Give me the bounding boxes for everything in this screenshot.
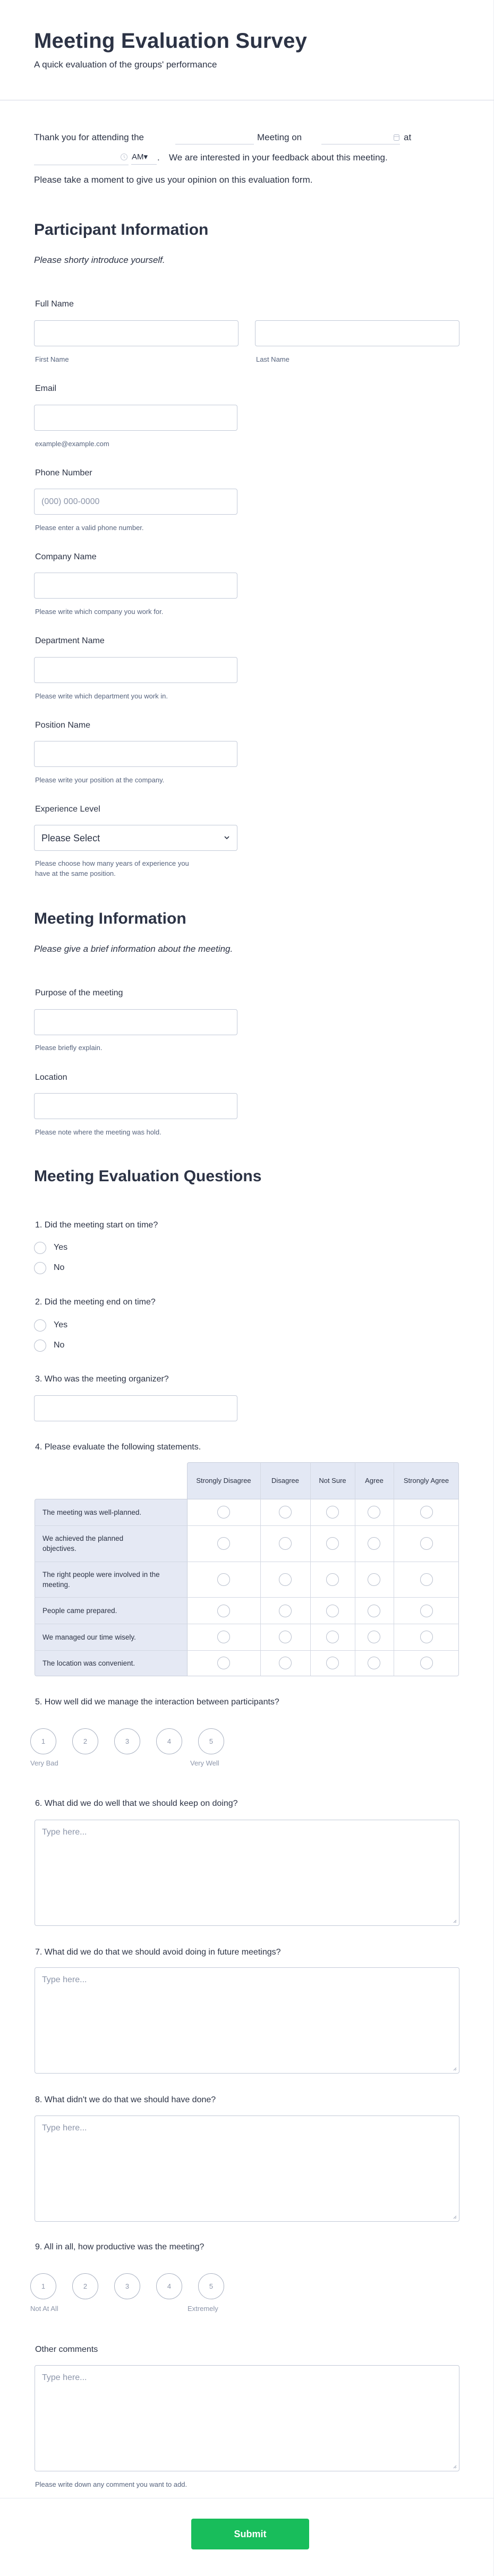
matrix-radio[interactable] <box>326 1537 339 1550</box>
department-helper: Please write which department you work in. <box>35 692 168 700</box>
matrix-radio[interactable] <box>217 1631 230 1643</box>
caret-down-icon: ▾ <box>143 152 148 161</box>
matrix-radio[interactable] <box>420 1506 433 1519</box>
calendar-icon[interactable] <box>394 134 399 142</box>
resize-grip-icon[interactable] <box>453 2464 457 2469</box>
q5-scale-5[interactable]: 5 <box>198 1728 224 1754</box>
matrix-radio[interactable] <box>279 1605 292 1617</box>
q9-scale-5[interactable]: 5 <box>198 2273 224 2299</box>
last-name-input[interactable] <box>255 320 459 346</box>
matrix-radio[interactable] <box>368 1573 380 1586</box>
meeting-info-subheading: Please give a brief information about the meeting. <box>34 944 233 954</box>
col-disagree: Disagree <box>271 1477 300 1485</box>
purpose-helper: Please briefly explain. <box>35 1044 103 1052</box>
q8-label: 8. What didn't we do that we should have done? <box>35 2095 216 2104</box>
other-comments-helper: Please write down any comment you want to add. <box>35 2480 188 2488</box>
department-label: Department Name <box>35 636 105 645</box>
matrix-row-label: The meeting was well-planned. <box>42 1508 142 1516</box>
email-label: Email <box>35 384 57 393</box>
other-comments-placeholder: Type here... <box>42 2373 87 2382</box>
q9-scale-2[interactable]: 2 <box>72 2273 98 2299</box>
q7-textarea[interactable] <box>35 1967 459 2074</box>
resize-grip-icon[interactable] <box>453 2067 457 2071</box>
matrix-radio[interactable] <box>217 1506 230 1519</box>
matrix-radio[interactable] <box>420 1631 433 1643</box>
location-label: Location <box>35 1073 67 1082</box>
ampm-select[interactable] <box>132 152 148 162</box>
q5-scale-3[interactable]: 3 <box>114 1728 140 1754</box>
q7-label: 7. What did we do that we should avoid doing in future meetings? <box>35 1948 281 1957</box>
q2-no-label[interactable]: No <box>54 1341 65 1350</box>
q8-placeholder: Type here... <box>42 2123 87 2133</box>
matrix-radio[interactable] <box>326 1506 339 1519</box>
matrix-radio[interactable] <box>368 1506 380 1519</box>
matrix-radio[interactable] <box>420 1657 433 1669</box>
q9-max-label: Extremely <box>188 2305 218 2313</box>
matrix-row-label: The location was convenient. <box>42 1659 135 1667</box>
meeting-info-heading: Meeting Information <box>34 910 186 927</box>
other-comments-label: Other comments <box>35 2345 98 2354</box>
form-title: Meeting Evaluation Survey <box>34 29 308 53</box>
resize-grip-icon[interactable] <box>453 1919 457 1923</box>
matrix-radio[interactable] <box>368 1605 380 1617</box>
intro-period: . <box>157 152 160 163</box>
q3-label: 3. Who was the meeting organizer? <box>35 1375 169 1384</box>
q6-placeholder: Type here... <box>42 1828 87 1837</box>
q5-scale-1[interactable]: 1 <box>30 1728 56 1754</box>
intro-text-6: Please take a moment to give us your opinion on this evaluation form. <box>34 175 313 185</box>
location-input[interactable] <box>34 1093 237 1119</box>
intro-text-3: at <box>404 132 412 142</box>
matrix-row-label: We achieved the planned objectives. <box>42 1534 124 1553</box>
q8-textarea[interactable] <box>35 2116 459 2222</box>
organizer-input[interactable] <box>34 1395 237 1421</box>
purpose-label: Purpose of the meeting <box>35 988 123 997</box>
q1-label: 1. Did the meeting start on time? <box>35 1221 158 1230</box>
intro-text-5: We are interested in your feedback about this meeting. <box>169 152 388 163</box>
purpose-input[interactable] <box>34 1009 237 1035</box>
experience-helper: Please choose how many years of experience you have at the same position. <box>35 859 189 877</box>
resize-grip-icon[interactable] <box>453 2215 457 2219</box>
q9-scale-3[interactable]: 3 <box>114 2273 140 2299</box>
company-helper: Please write which company you work for. <box>35 608 164 616</box>
chevron-down-icon <box>223 834 231 841</box>
ampm-value: AM <box>132 152 144 161</box>
first-name-input[interactable] <box>34 320 239 346</box>
location-helper: Please note where the meeting was hold. <box>35 1128 161 1136</box>
matrix-radio[interactable] <box>326 1605 339 1617</box>
q1-yes-label[interactable]: Yes <box>54 1243 68 1252</box>
q5-scale-2[interactable]: 2 <box>72 1728 98 1754</box>
ampm-underline <box>131 164 157 165</box>
q5-min-label: Very Bad <box>30 1759 58 1767</box>
q4-label: 4. Please evaluate the following statements. <box>35 1443 201 1452</box>
q5-max-label: Very Well <box>190 1759 219 1767</box>
phone-input[interactable] <box>34 489 237 515</box>
position-input[interactable] <box>34 741 237 767</box>
q9-scale-4[interactable]: 4 <box>156 2273 182 2299</box>
first-name-sublabel: First Name <box>35 355 69 363</box>
intro-text-2: Meeting on <box>257 132 302 142</box>
col-strongly-agree: Strongly Agree <box>403 1477 449 1485</box>
phone-label: Phone Number <box>35 468 92 477</box>
matrix-radio[interactable] <box>279 1506 292 1519</box>
matrix-radio[interactable] <box>279 1631 292 1643</box>
experience-select[interactable] <box>34 825 237 851</box>
col-agree: Agree <box>365 1477 384 1485</box>
matrix-radio[interactable] <box>368 1657 380 1669</box>
matrix-radio[interactable] <box>420 1573 433 1586</box>
col-strongly-disagree: Strongly Disagree <box>196 1477 251 1485</box>
matrix-radio[interactable] <box>420 1605 433 1617</box>
q9-min-label: Not At All <box>30 2305 58 2313</box>
position-helper: Please write your position at the company. <box>35 776 165 784</box>
matrix-radio[interactable] <box>217 1537 230 1550</box>
q6-label: 6. What did we do well that we should keep on doing? <box>35 1799 238 1808</box>
matrix-radio[interactable] <box>368 1537 380 1550</box>
company-label: Company Name <box>35 552 97 561</box>
other-comments-textarea[interactable] <box>35 2365 459 2471</box>
matrix-radio[interactable] <box>217 1573 230 1586</box>
q9-scale-1[interactable]: 1 <box>30 2273 56 2299</box>
q7-placeholder: Type here... <box>42 1975 87 1984</box>
q9-label: 9. All in all, how productive was the meeting? <box>35 2242 205 2251</box>
clock-icon[interactable] <box>121 153 127 162</box>
matrix-radio[interactable] <box>217 1605 230 1617</box>
q5-scale-4[interactable]: 4 <box>156 1728 182 1754</box>
matrix-row-label: We managed our time wisely. <box>42 1633 136 1641</box>
matrix-radio[interactable] <box>326 1657 339 1669</box>
matrix-radio[interactable] <box>326 1631 339 1643</box>
q1-no-label[interactable]: No <box>54 1263 65 1272</box>
last-name-sublabel: Last Name <box>256 355 289 363</box>
col-divider <box>310 1462 311 1676</box>
company-input[interactable] <box>34 573 237 599</box>
intro-text-1: Thank you for attending the <box>34 132 144 142</box>
matrix-radio[interactable] <box>279 1573 292 1586</box>
participant-heading: Participant Information <box>34 221 209 238</box>
matrix-radio[interactable] <box>279 1537 292 1550</box>
email-helper: example@example.com <box>35 440 109 448</box>
matrix-radio[interactable] <box>217 1657 230 1669</box>
q6-textarea[interactable] <box>35 1820 459 1926</box>
position-label: Position Name <box>35 721 91 730</box>
department-input[interactable] <box>34 657 237 683</box>
q5-label: 5. How well did we manage the interaction between participants? <box>35 1698 279 1707</box>
col-divider <box>260 1462 261 1676</box>
phone-placeholder: (000) 000-0000 <box>41 497 100 506</box>
evaluation-heading: Meeting Evaluation Questions <box>34 1167 262 1185</box>
matrix-row-label: People came prepared. <box>42 1606 117 1615</box>
participant-subheading: Please shorty introduce yourself. <box>34 255 165 265</box>
experience-label: Experience Level <box>35 805 100 814</box>
matrix-row-label: The right people were involved in the meeting. <box>42 1570 160 1589</box>
q2-label: 2. Did the meeting end on time? <box>35 1298 156 1307</box>
q2-yes-label[interactable]: Yes <box>54 1320 68 1329</box>
matrix-radio[interactable] <box>279 1657 292 1669</box>
q2-no-radio[interactable] <box>34 1340 46 1352</box>
q1-no-radio[interactable] <box>34 1262 46 1274</box>
q2-yes-radio[interactable] <box>34 1319 46 1332</box>
email-input[interactable] <box>34 405 237 431</box>
matrix-radio[interactable] <box>420 1537 433 1550</box>
q1-yes-radio[interactable] <box>34 1242 46 1254</box>
experience-selected-value: Please Select <box>41 833 100 843</box>
phone-helper: Please enter a valid phone number. <box>35 524 144 532</box>
full-name-label: Full Name <box>35 300 74 309</box>
form-subtitle: A quick evaluation of the groups' performance <box>34 59 217 70</box>
submit-button[interactable]: Submit <box>191 2519 309 2549</box>
col-not-sure: Not Sure <box>319 1477 346 1485</box>
matrix-radio[interactable] <box>326 1573 339 1586</box>
matrix-radio[interactable] <box>368 1631 380 1643</box>
